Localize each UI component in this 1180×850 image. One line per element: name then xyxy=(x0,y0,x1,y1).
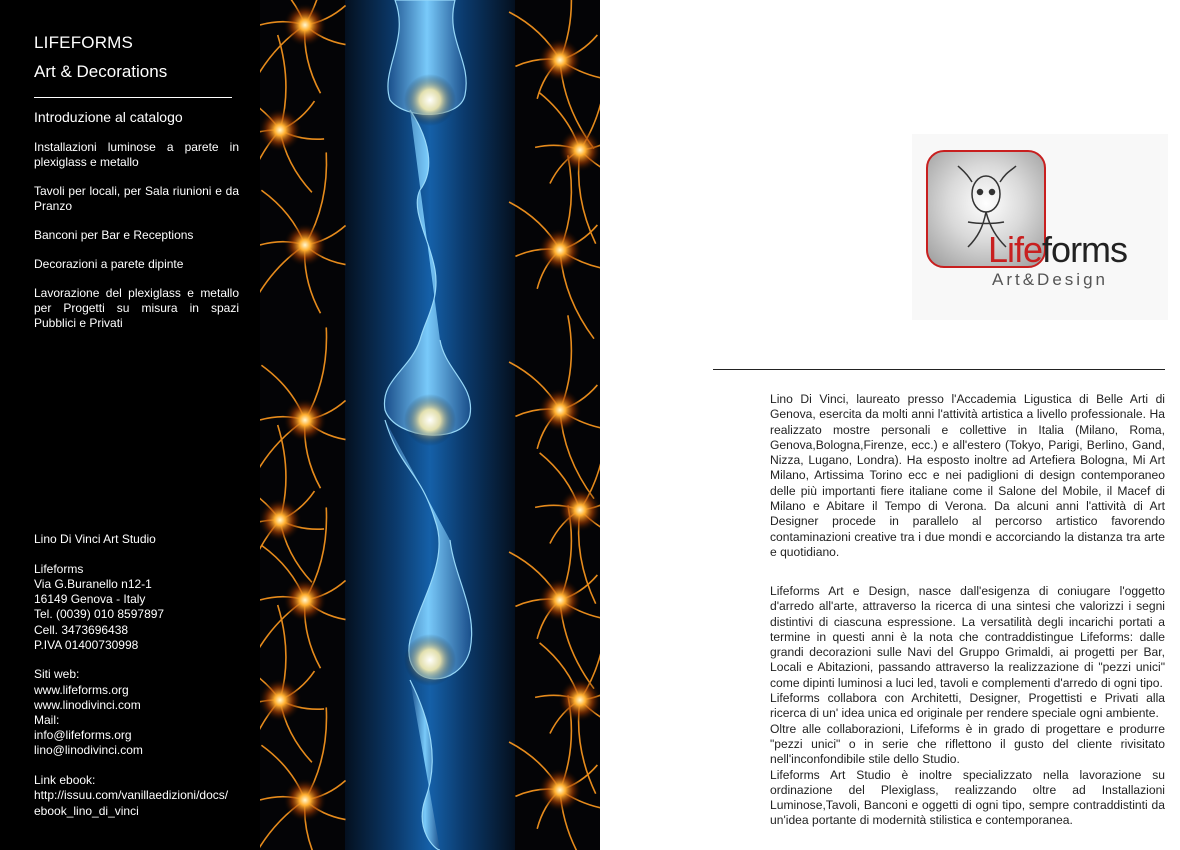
company-paragraph: Lifeforms collabora con Architetti, Designer, Progettisti e Privati alla ricerca di un' idea unica ed originale per rendere speciale ogni ambiente. xyxy=(770,691,1165,721)
left-sidebar xyxy=(0,0,260,850)
neuron-illustration xyxy=(260,0,600,850)
neuron-glow xyxy=(538,388,582,432)
neuron-glow xyxy=(538,228,582,272)
artist-bio: Lino Di Vinci, laureato presso l'Accademia Ligustica di Belle Arti di Genova, esercita da molti anni l'attività artistica a livello professionale. Ha realizzato mostre personali e collettive in Italia (Milano, Roma, Genova,Bologna,Firenze, ecc.) e all'estero (Tokyo, Parigi, Berlino, Gand, Nizza, Lugano, Londra). Ha esposto inoltre ad Artefiera Bologna, Mi Art Milano, Artissima Torino ecc e nei padiglioni di design contemporaneo delle più importanti fiere italiane come il Salone del Mobile, il Macef di Milano e Abitare il Tempo di Verona. Da alcuni anni l'attività di Art Designer procede in parallelo al percorso artistico favorendo contaminazioni creative tra i due mondi e accorciando la distanza tra arte e quotidiano. xyxy=(770,392,1165,559)
mail-link-1[interactable]: info@lifeforms.org xyxy=(34,728,132,743)
cell: Cell. 3473696438 xyxy=(34,622,129,637)
brand-subtitle: Art & Decorations xyxy=(34,62,168,81)
neuron-glow xyxy=(283,398,327,442)
company-name: Lifeforms xyxy=(34,561,84,576)
company-paragraph: Lifeforms Art e Design, nasce dall'esigenza di coniugare l'oggetto d'arredo all'arte, attraverso la ricerca di una sintesi che valorizzi i segni distintivi di ciascuna espressione. La versatilità degli incarichi portati a termine in questi anni è la nota che contraddistingue Lifeforms: dalle grandi decorazioni sulle Navi del Gruppo Grimaldi, ai progetti per Bar, Locali e Abitazioni, passando attraverso la realizzazione di "pezzi unici" come dipinti luminosi a luci led, tavoli e complementi d'arredo di ogni tipo. xyxy=(770,584,1165,690)
neuron-glow xyxy=(558,488,600,532)
web-link-2[interactable]: www.linodivinci.com xyxy=(34,697,141,712)
web-link-1[interactable]: www.lifeforms.org xyxy=(34,682,129,697)
neuron-glow xyxy=(283,3,327,47)
ebook-link-2[interactable]: ebook_lino_di_vinci xyxy=(34,803,139,818)
neuron-glow xyxy=(538,768,582,812)
intro-heading: Introduzione al catalogo xyxy=(34,109,183,125)
divider xyxy=(34,97,232,98)
neuron-glow xyxy=(558,128,600,172)
neuron-glow xyxy=(283,223,327,267)
ebook-link-1[interactable]: http://issuu.com/vanillaedizioni/docs/ xyxy=(34,788,229,803)
studio-name: Lino Di Vinci Art Studio xyxy=(34,532,156,546)
contact-block xyxy=(34,532,254,819)
menu-item-tavoli[interactable]: Tavoli per locali, per Sala riunioni e da Pranzo xyxy=(34,184,239,213)
neuron-glow xyxy=(538,578,582,622)
neuron-glow xyxy=(538,38,582,82)
divider xyxy=(713,369,1165,370)
neuron-glow xyxy=(260,108,302,152)
ebook-label: Link ebook: xyxy=(34,773,96,788)
logo-word-life: Life xyxy=(988,229,1043,270)
logo-wordmark xyxy=(988,229,1127,271)
neuron-glow xyxy=(558,678,600,722)
brand-title: LIFEFORMS xyxy=(34,33,134,52)
catalog-menu xyxy=(34,140,239,345)
company-paragraph: Lifeforms Art Studio è inoltre specializzato nella lavorazione su ordinazione del Plexiglass, realizzando oltre ad Installazioni Luminose,Tavoli, Banconi e oggetti di ogni tipo, sempre contraddistinti da un'idea portante di modernità stilistica e contemporanea. xyxy=(770,767,1165,828)
logo-card xyxy=(912,134,1168,320)
company-description xyxy=(770,584,1165,829)
address-line-1: Via G.Buranello n12-1 xyxy=(34,576,152,591)
logo-tagline: Art&Design xyxy=(992,270,1108,289)
mail-link-2[interactable]: lino@linodivinci.com xyxy=(34,743,143,758)
web-label: Siti web: xyxy=(34,667,80,682)
logo-word-forms: forms xyxy=(1042,229,1128,270)
neuron-glow xyxy=(260,678,302,722)
neuron-glow xyxy=(283,578,327,622)
phone: Tel. (0039) 010 8597897 xyxy=(34,607,165,622)
company-paragraph: Oltre alle collaborazioni, Lifeforms è in grado di progettare e produrre "pezzi unici" o in serie che riflettono il gusto del cliente rivisitato nell'inconfondibile stile dello Studio. xyxy=(770,721,1165,767)
address-line-2: 16149 Genova - Italy xyxy=(34,592,146,607)
vat-number: P.IVA 01400730998 xyxy=(34,637,139,652)
neuron-glow xyxy=(260,498,302,542)
neuron-artwork xyxy=(260,0,600,850)
menu-item-decorazioni[interactable]: Decorazioni a parete dipinte xyxy=(34,257,184,271)
menu-item-lavorazione[interactable]: Lavorazione del plexiglass e metallo per Progetti su misura in spazi Pubblici e Privati xyxy=(34,286,239,330)
mail-label: Mail: xyxy=(34,713,60,728)
menu-item-installazioni[interactable]: Installazioni luminose a parete in plexiglass e metallo xyxy=(34,140,239,169)
neuron-glow xyxy=(283,778,327,822)
menu-item-banconi[interactable]: Banconi per Bar e Receptions xyxy=(34,228,194,242)
